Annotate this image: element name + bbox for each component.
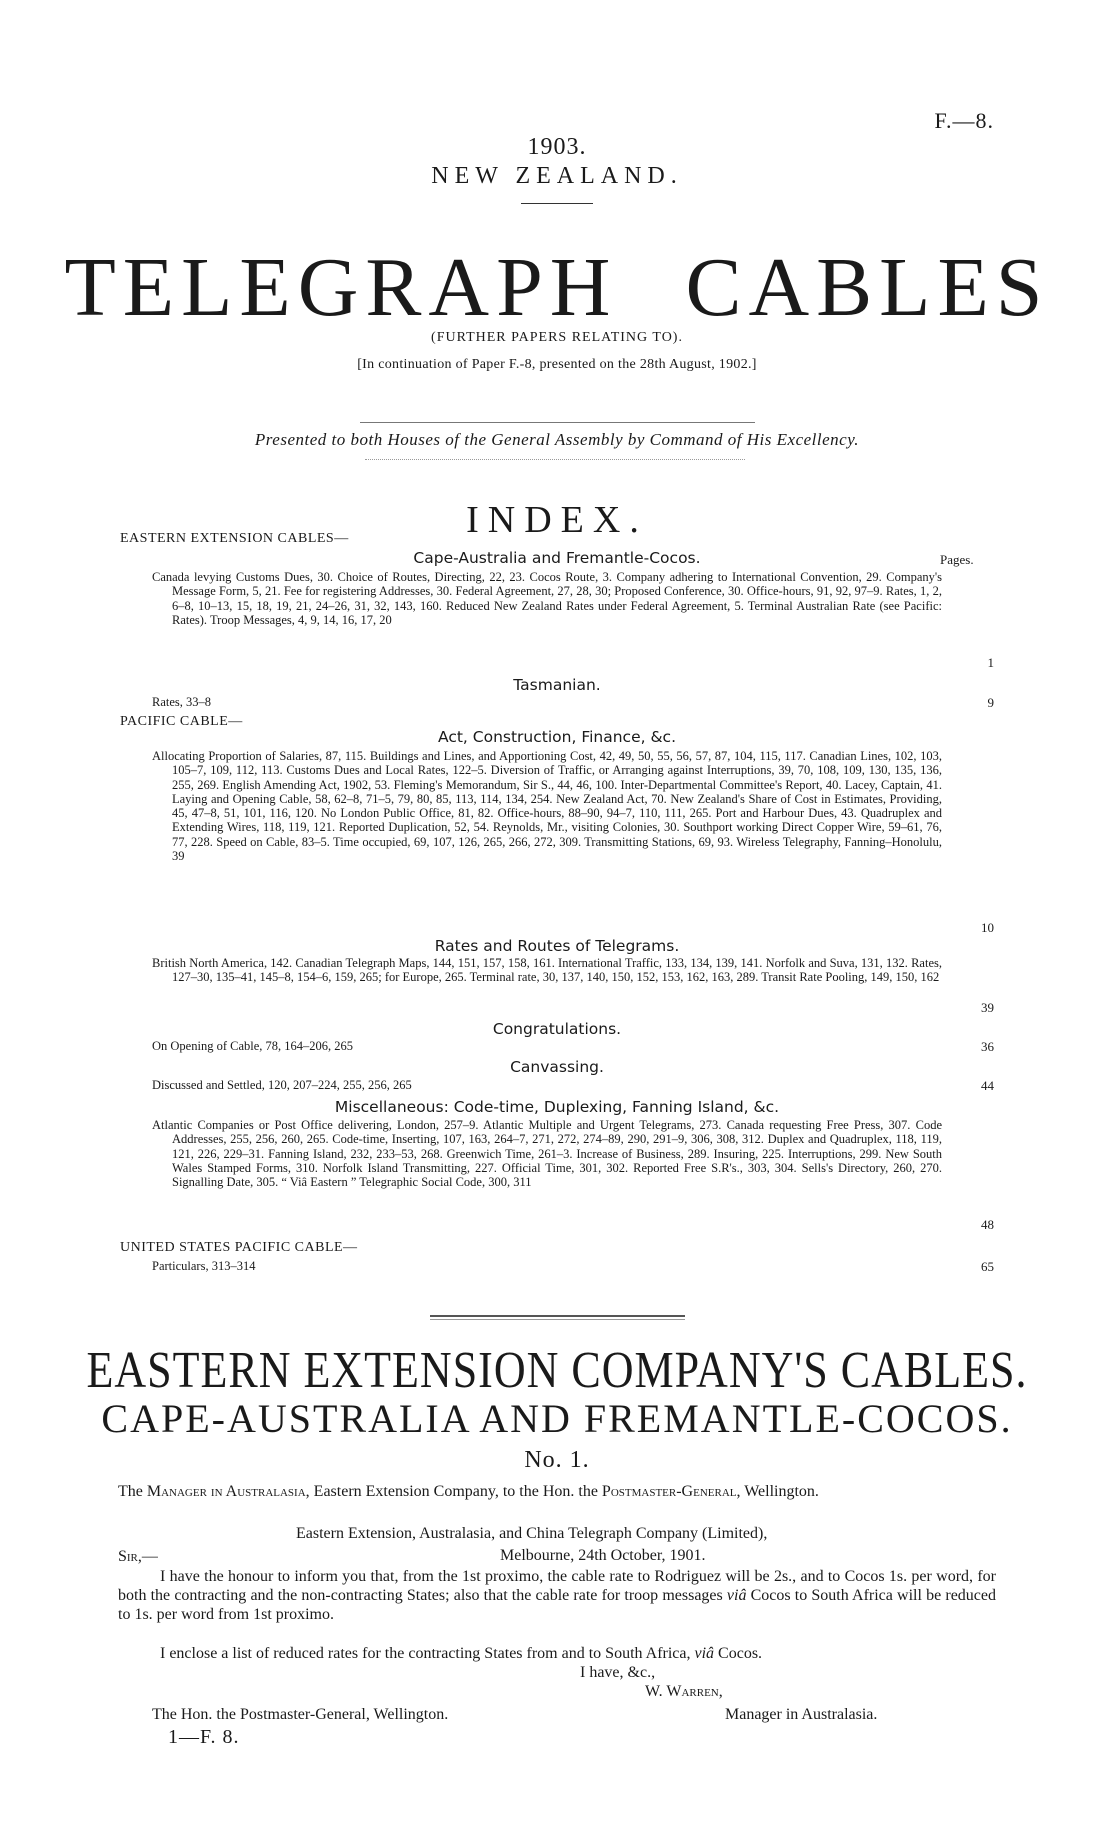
letter-via: viâ [694, 1645, 715, 1662]
section-heading-company: EASTERN EXTENSION COMPANY'S CABLES. [86, 1341, 1028, 1399]
letter-header-middle: Eastern Extension Company, to the Hon. the [309, 1483, 602, 1500]
document-number: No. 1. [524, 1447, 590, 1473]
letter-paragraph-2-end: Cocos. [714, 1645, 763, 1662]
letter-salutation: Sir,— [118, 1548, 158, 1565]
index-entry-text: Allocating Proportion of Salaries, 87, 115. Buildings and Lines, and Apportioning Cost, 42, 49, 50, 55, 56, 57, 87, 104, 115, 117. Canadian Lines, 102, 103, 105–7, 109, 112, 113. Customs Dues and Local Rates, 122–5. Diversion of Traffic, or Arranging against Interruptions, 39, 70, 108, 109, 130, 135, 136, 255, 269. English Amending Act, 1902, 53. Fleming's Memorandum, Sir S., 44, 46, 100. Inter-Departmental Committee's Report, 40. Lacey, Captain, 41. Laying and Opening Cable, 58, 62–8, 71–5, 79, 80, 85, 113, 114, 134, 254. New Zealand Act, 70. New Zealand's Share of Cost in Estimates, Providing, 45, 47–8, 51, 101, 116, 120. No London Public Office, 81, 82. Office-hours, 88–90, 94–7, 110, 111, 265. Port and Harbour Dues, 43. Quadruplex and Extending Wires, 118, 119, 121. Reported Duplication, 52, 54. Reynolds, Mr., visiting Colonies, 30. Southport working Direct Copper Wire, 59–61, 76, 77, 228. Speed on Cable, 83–5. Time occupied, 69, 107, 126, 265, 266, 272, 309. Transmitting Stations, 69, 93. Wireless Telegraphy, Fanning–Honolulu, 39 [152, 749, 942, 864]
index-entry-canvassing: Discussed and Settled, 120, 207–224, 255, 256, 265 [152, 1078, 412, 1092]
index-rates-heading: Rates and Routes of Telegrams. [434, 937, 680, 955]
letter-paragraph-1-text: I have the honour to inform you that, from the 1st proximo, the cable rate to Rodriguez will be 2s., and to Cocos 1s. per word, for both the contracting and the non-contracting States; also that the cable rate for troop messages [118, 1568, 996, 1604]
index-entry-misc [152, 1118, 942, 1189]
index-tasmanian-heading: Tasmanian. [513, 676, 601, 694]
letter-sender: Manager in Australasia, [146, 1483, 310, 1500]
index-misc-heading: Miscellaneous: Code-time, Duplexing, Fanning Island, &c. [334, 1098, 780, 1116]
index-page-number: 10 [981, 920, 994, 935]
letter-recipient: Postmaster-General, [601, 1483, 741, 1500]
footer-reference: 1—F. 8. [168, 1726, 240, 1748]
letter-header-prefix: The [118, 1483, 147, 1500]
index-entry-congratulations: On Opening of Cable, 78, 164–206, 265 [152, 1039, 354, 1053]
index-page-number: 44 [981, 1078, 994, 1093]
letter-signer-title: Manager in Australasia. [725, 1706, 878, 1723]
continuation-note: [In continuation of Paper F.-8, presented on the 28th August, 1902.] [357, 357, 757, 372]
letter-closing: I have, &c., [580, 1664, 656, 1681]
index-title: INDEX. [466, 499, 648, 541]
index-congratulations-heading: Congratulations. [492, 1020, 622, 1038]
presented-rule-bottom [365, 459, 745, 460]
index-pacific-heading: PACIFIC CABLE— [120, 714, 243, 729]
index-entry-text: Atlantic Companies or Post Office delivering, London, 257–9. Atlantic Multiple and Urgent Telegrams, 273. Canada requesting Free Press, 307. Code Addresses, 255, 256, 260, 265. Code-time, Inserting, 107, 163, 264–7, 271, 272, 274–89, 290, 291–9, 306, 308, 312. Duplex and Quadruplex, 118, 119, 121, 226, 229–31. Fanning Island, 232, 233–53, 268. Greenwich Time, 261–3. Increase of Business, 289. Insuring, 225. Interruptions, 299. New South Wales Stamped Forms, 310. Norfolk Island Transmitting, 227. Official Time, 301, 302. Reported Free S.R's., 303, 304. Sells's Directory, 260, 270. Signalling Date, 305. “ Viâ Eastern ” Telegraphic Social Code, 300, 311 [152, 1118, 942, 1190]
letter-via: viâ [726, 1587, 747, 1604]
year: 1903. [527, 134, 587, 160]
main-title: TELEGRAPH CABLES [64, 241, 1050, 334]
letter-paragraph-2-text: I enclose a list of reduced rates for the contracting States from and to South Africa, [160, 1645, 695, 1662]
index-page-number: 39 [981, 1000, 994, 1015]
pages-column-label: Pages. [940, 552, 974, 567]
section-rule [430, 1315, 685, 1317]
index-entry-text: British North America, 142. Canadian Telegraph Maps, 144, 151, 157, 158, 161. International Traffic, 133, 134, 139, 141. Norfolk and Suva, 131, 132. Rates, 127–30, 135–41, 145–8, 154–6, 159, 265; for Europe, 265. Terminal rate, 30, 137, 140, 150, 152, 153, 162, 163, 289. Transit Rate Pooling, 149, 150, 162 [152, 956, 942, 985]
letter-addressee: The Hon. the Postmaster-General, Wellington. [152, 1706, 449, 1723]
index-entry-text: Canada levying Customs Dues, 30. Choice of Routes, Directing, 22, 23. Cocos Route, 3. Company adhering to International Convention, 29. Company's Message Form, 5, 21. Fee for registering Addresses, 30. Federal Agreement, 27, 28, 30; Proposed Conference, 30. Office-hours, 91, 92, 97–9. Rates, 1, 2, 6–8, 10–13, 15, 18, 19, 21, 24–26, 31, 32, 143, 160. Reduced New Zealand Rates under Federal Agreement, 5. Terminal Australian Rate (see Pacific: Rates). Troop Messages, 4, 9, 14, 16, 17, 20 [152, 570, 942, 627]
country: NEW ZEALAND. [431, 163, 683, 189]
index-entry-act [152, 749, 942, 863]
index-entry-rates [152, 956, 942, 985]
index-canvassing-heading: Canvassing. [510, 1058, 604, 1076]
section-heading-route: CAPE-AUSTRALIA AND FREMANTLE-COCOS. [101, 1396, 1013, 1441]
index-us-heading: UNITED STATES PACIFIC CABLE— [120, 1240, 358, 1255]
index-page-number: 1 [987, 655, 994, 670]
letter-paragraph-1 [118, 1567, 996, 1624]
index-entry-tasmanian: Rates, 33–8 [152, 695, 212, 709]
index-eastern-heading: EASTERN EXTENSION CABLES— [120, 531, 349, 546]
letter-paragraph-1-end: Cocos to South Africa will be reduced to 1s. per word from 1st proximo. [118, 1587, 997, 1623]
index-entry-cape [152, 570, 942, 627]
index-page-number: 36 [981, 1039, 994, 1054]
presented-line: Presented to both Houses of the General Assembly by Command of His Excellency. [254, 430, 860, 449]
index-page-number: 48 [981, 1217, 994, 1232]
letter-paragraph-2 [118, 1644, 996, 1663]
section-rule-thin [430, 1319, 685, 1320]
letter-signature: W. Warren, [645, 1683, 723, 1700]
index-page-number: 65 [981, 1259, 994, 1274]
header-rule [521, 203, 593, 204]
subtitle: (FURTHER PAPERS RELATING TO). [431, 330, 683, 345]
presented-rule-top [360, 422, 755, 423]
letter-header [118, 1482, 996, 1501]
page-reference: F.—8. [934, 108, 994, 133]
letter-header-suffix: Wellington. [740, 1483, 819, 1500]
index-cape-heading: Cape-Australia and Fremantle-Cocos. [413, 549, 701, 567]
index-act-heading: Act, Construction, Finance, &c. [437, 728, 677, 746]
letter-address-line1: Eastern Extension, Australasia, and China Telegraph Company (Limited), [296, 1525, 768, 1542]
letter-address-line2: Melbourne, 24th October, 1901. [500, 1547, 706, 1564]
index-page-number: 9 [987, 695, 994, 710]
index-entry-us: Particulars, 313–314 [152, 1259, 256, 1273]
